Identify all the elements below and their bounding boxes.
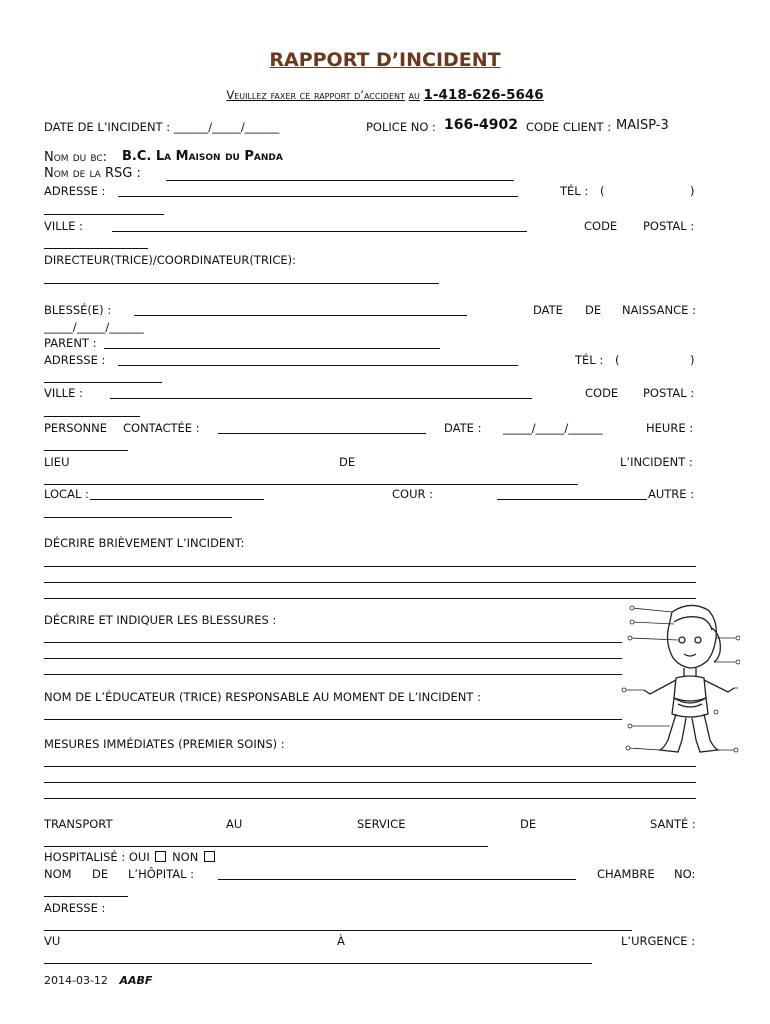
cour-field[interactable]	[497, 499, 647, 500]
personne-field[interactable]	[218, 433, 426, 434]
footer	[44, 974, 152, 987]
local-field[interactable]	[90, 499, 264, 500]
bc-adresse-field-2[interactable]	[44, 214, 164, 215]
non-checkbox[interactable]	[204, 851, 215, 862]
blesse-postal-label: POSTAL :	[643, 386, 695, 400]
bc-adresse-label: ADRESSE :	[44, 184, 106, 198]
cour-label: COUR :	[392, 487, 434, 501]
blessures-label: DÉCRIRE ET INDIQUER LES BLESSURES :	[44, 613, 277, 627]
footer-date: 2014-03-12	[44, 974, 108, 987]
naissance-blank[interactable]: _____/_____/______	[44, 320, 144, 334]
footer-code: AABF	[119, 974, 153, 987]
mesures-line-3[interactable]	[44, 798, 696, 799]
hopital-adresse-label: ADRESSE :	[44, 901, 106, 915]
decrire-line-1[interactable]	[44, 566, 696, 567]
police-label: POLICE NO :	[366, 120, 436, 134]
police-number: 166-4902	[444, 117, 518, 133]
blessures-line-3[interactable]	[44, 674, 622, 675]
lieu-incident-label: L’INCIDENT :	[620, 455, 693, 469]
rsg-field[interactable]	[166, 180, 514, 181]
bc-tel-close: )	[690, 184, 695, 198]
blesse-code-label: CODE	[585, 386, 619, 400]
fax-number: 1-418-626-5646	[423, 87, 544, 103]
transport-field[interactable]	[44, 846, 488, 847]
contact-date-blank[interactable]: _____/_____/______	[503, 421, 603, 435]
oui-checkbox[interactable]	[155, 851, 166, 862]
au-word: AU	[226, 817, 243, 831]
chambre-no-label: NO:	[674, 867, 696, 881]
non-label: NON	[172, 850, 199, 864]
sante-label: SANTÉ :	[650, 817, 696, 831]
nom-rsg-label: Nom de la RSG :	[44, 166, 141, 181]
directeur-label: DIRECTEUR(TRICE)/COORDINATEUR(TRICE):	[44, 253, 296, 267]
urgence-label: L’URGENCE :	[621, 934, 696, 948]
bc-tel-open: (	[600, 184, 605, 198]
hospitalise-row	[44, 850, 217, 864]
local-label: LOCAL :	[44, 487, 89, 501]
naissance-label: NAISSANCE :	[622, 303, 696, 317]
a-word: À	[337, 934, 345, 948]
lieu-de-word: DE	[339, 455, 356, 469]
bc-postal-label: POSTAL :	[643, 219, 695, 233]
fax-instruction	[0, 87, 770, 103]
chambre-label: CHAMBRE	[597, 867, 655, 881]
bc-adresse-field[interactable]	[118, 196, 518, 197]
hopital-label: L’HÔPITAL :	[128, 867, 195, 881]
bc-postal-field[interactable]	[44, 248, 148, 249]
blesse-adresse-label: ADRESSE :	[44, 353, 106, 367]
heure-field[interactable]	[44, 450, 128, 451]
blessures-line-1[interactable]	[44, 642, 622, 643]
hopital-nom-word: NOM	[44, 867, 72, 881]
decrire-line-3[interactable]	[44, 598, 696, 599]
lieu-field[interactable]	[44, 484, 578, 485]
fax-au: au	[408, 88, 420, 102]
chambre-field[interactable]	[44, 896, 128, 897]
decrire-incident-label: DÉCRIRE BRIÈVEMENT L’INCIDENT:	[44, 536, 245, 550]
bc-code-label: CODE	[584, 219, 618, 233]
incident-date-label: DATE DE L’INCIDENT : ______/_____/______	[44, 120, 280, 134]
blesse-label: BLESSÉ(E) :	[44, 303, 112, 317]
hospitalise-label: HOSPITALISÉ : OUI	[44, 850, 150, 864]
heure-label: HEURE :	[646, 421, 694, 435]
directeur-field[interactable]	[44, 283, 439, 284]
service-word: SERVICE	[357, 817, 406, 831]
hopital-adresse-field[interactable]	[44, 930, 632, 931]
blesse-tel-label: TÉL :	[575, 353, 604, 367]
blesse-adresse-field[interactable]	[118, 365, 518, 366]
page-title: RAPPORT D’INCIDENT	[269, 49, 501, 71]
contact-date-label: DATE :	[444, 421, 482, 435]
autre-label: AUTRE :	[648, 487, 695, 501]
blesse-tel-close: )	[690, 353, 695, 367]
naissance-date-word: DATE	[533, 303, 563, 317]
contactee-label: CONTACTÉE :	[123, 421, 200, 435]
mesures-label: MESURES IMMÉDIATES (PREMIER SOINS) :	[44, 737, 285, 751]
client-code: MAISP-3	[616, 118, 669, 133]
blesse-ville-label: VILLE :	[44, 386, 83, 400]
blesse-tel-open: (	[615, 353, 620, 367]
blesse-ville-field[interactable]	[110, 398, 532, 399]
blesse-field[interactable]	[134, 315, 467, 316]
blessures-line-2[interactable]	[44, 658, 622, 659]
transport-word: TRANSPORT	[44, 817, 113, 831]
fax-prefix: Veuillez faxer ce rapport d’accident	[226, 88, 405, 102]
decrire-line-2[interactable]	[44, 582, 696, 583]
de-word: DE	[520, 817, 537, 831]
client-code-label: CODE CLIENT :	[526, 120, 612, 134]
parent-label: PARENT :	[44, 336, 97, 350]
mesures-line-2[interactable]	[44, 782, 696, 783]
educateur-field[interactable]	[44, 719, 622, 720]
personne-label: PERSONNE	[44, 421, 108, 435]
bc-ville-label: VILLE :	[44, 219, 83, 233]
parent-field[interactable]	[104, 348, 440, 349]
body-diagram-illustration	[620, 600, 740, 760]
lieu-word: LIEU	[44, 455, 70, 469]
bc-ville-field[interactable]	[112, 231, 527, 232]
urgence-field[interactable]	[44, 963, 592, 964]
vu-word: VU	[44, 934, 61, 948]
naissance-de-word: DE	[585, 303, 602, 317]
blesse-adresse-field-2[interactable]	[44, 382, 162, 383]
nom-bc-label: Nom du bc:	[44, 150, 108, 165]
hopital-field[interactable]	[218, 879, 576, 880]
nom-bc-value: B.C. La Maison du Panda	[122, 149, 283, 164]
blesse-postal-field[interactable]	[44, 416, 140, 417]
hopital-de-word: DE	[92, 867, 109, 881]
autre-field[interactable]	[44, 517, 232, 518]
mesures-line-1[interactable]	[44, 766, 696, 767]
educateur-label: NOM DE L’ÉDUCATEUR (TRICE) RESPONSABLE AU MOMENT DE L’INCIDENT :	[44, 690, 481, 704]
bc-tel-label: TÉL :	[560, 184, 589, 198]
